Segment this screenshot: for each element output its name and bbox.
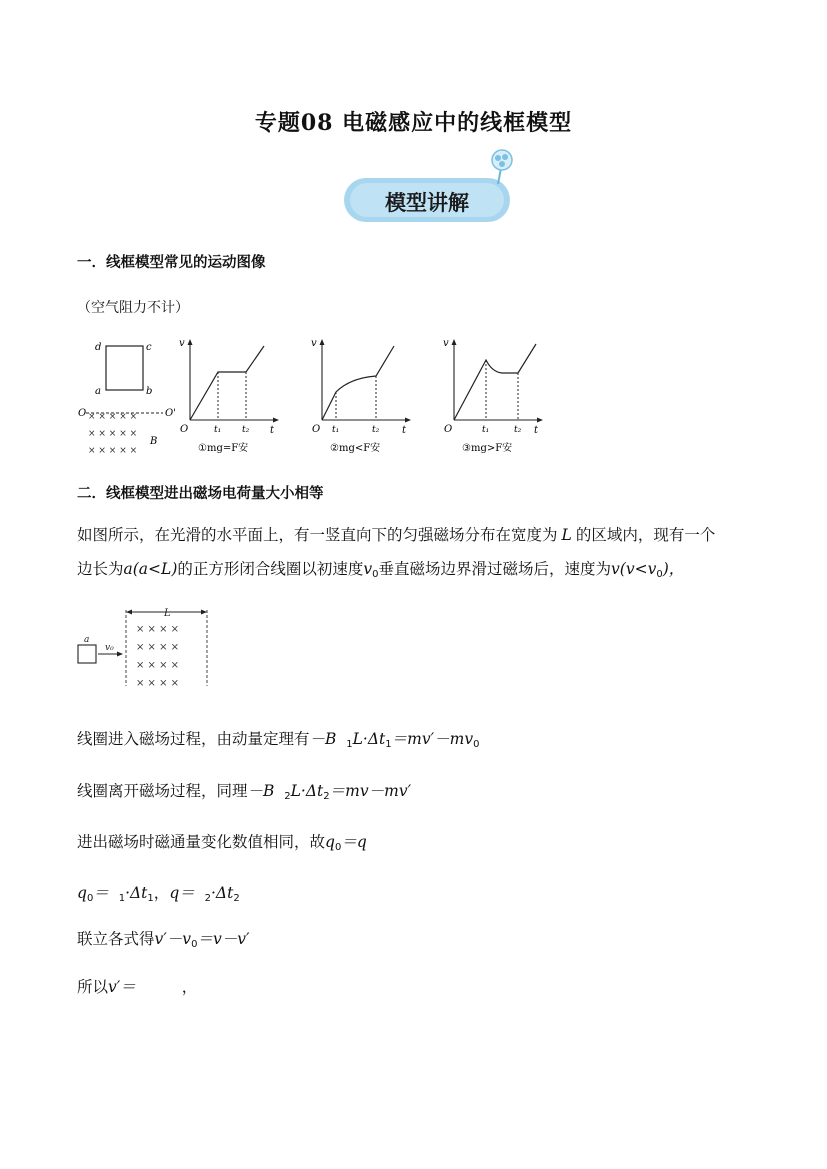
- eq4-dt1: ·Δt: [125, 884, 148, 902]
- eq3-q0: q: [325, 833, 335, 851]
- label-d: d: [95, 342, 102, 353]
- velocity-label: v₀: [105, 643, 114, 653]
- svg-text:× × × ×: × × × ×: [136, 642, 180, 653]
- coil-square: [78, 645, 96, 663]
- p2-text-b: 的正方形闭合线圈以初速度: [177, 560, 364, 578]
- eq4-sub1: 1: [118, 893, 126, 904]
- graph-1-v-label: v: [179, 338, 185, 349]
- eq2-text: 线圈离开磁场过程，同理: [77, 782, 248, 800]
- graph-3-t1: t₁: [482, 425, 490, 435]
- label-b: b: [146, 386, 153, 397]
- eq3-q0-sub: 0: [334, 842, 342, 853]
- graph-2-v-label: v: [311, 338, 317, 349]
- label-O: O: [78, 408, 87, 419]
- graph-2-t-label: t: [402, 425, 407, 436]
- p2-v0: v: [363, 560, 373, 578]
- svg-text:× × × × ×: × × × × ×: [88, 429, 138, 439]
- square-frame-diagram: [78, 342, 176, 456]
- eq1-text: 线圈进入磁场过程，由动量定理有: [77, 730, 310, 748]
- eq4-dt2-sub: 2: [233, 893, 240, 904]
- flower-icon: [484, 146, 518, 186]
- graph-2-origin: O: [312, 424, 321, 435]
- equation-line-4: [77, 881, 240, 904]
- eq5-end: ＝v－v′: [197, 930, 250, 948]
- eq4-sub2: 2: [204, 893, 211, 904]
- p2-v: v(v<v: [611, 560, 657, 578]
- paragraph-line-2: [77, 557, 684, 580]
- p2-text-a: 边长为: [77, 560, 124, 578]
- graph-3-origin: O: [444, 424, 453, 435]
- field-crosses: [88, 412, 137, 456]
- equation-line-2: [77, 779, 411, 802]
- svg-text:× × × × ×: × × × × ×: [88, 412, 138, 422]
- eq5-math: v′－v: [154, 930, 192, 948]
- label-O-prime: O': [165, 408, 176, 419]
- label-c: c: [146, 342, 152, 353]
- p1-text-a: 如图所示，在光滑的水平面上，有一竖直向下的匀强磁场分布在宽度为: [77, 526, 558, 544]
- graph-1-origin: O: [180, 424, 189, 435]
- eq1-sub3: 0: [473, 739, 480, 750]
- section2-heading: 二．线框模型进出磁场电荷量大小相等: [77, 486, 324, 502]
- eq1-rest: L·Δt: [352, 730, 386, 748]
- equation-line-5: [77, 927, 249, 950]
- p1-L: L: [561, 526, 572, 544]
- graph-1-t2: t₂: [242, 425, 250, 435]
- eq2-end: ＝mv－mv′: [329, 782, 412, 800]
- graph-3: [443, 338, 543, 454]
- svg-text:× × × ×: × × × ×: [136, 624, 180, 635]
- square-frame: [106, 346, 143, 390]
- svg-text:× × × ×: × × × ×: [136, 678, 180, 689]
- equation-line-6: [77, 975, 197, 997]
- graph-2: [311, 338, 411, 454]
- eq4-q0: q: [77, 884, 87, 902]
- equation-line-1: [77, 727, 479, 750]
- eq6-end: ，: [181, 978, 198, 996]
- section1-note: （空气阻力不计）: [77, 300, 189, 316]
- graph-3-t-label: t: [534, 425, 539, 436]
- equation-line-3: [77, 830, 367, 853]
- graph-3-v-label: v: [443, 338, 449, 349]
- label-a: a: [95, 386, 101, 397]
- page-title: 专题08 电磁感应中的线框模型: [254, 110, 573, 136]
- eq1-sub1: 1: [346, 739, 353, 750]
- eq4-sep: ，: [153, 884, 170, 902]
- eq1-math: －B: [309, 730, 337, 748]
- graph-3-caption: ③mg>F安: [462, 443, 513, 454]
- eq3-end: ＝q: [341, 833, 367, 851]
- p2-math-a: a(a<L): [123, 560, 178, 578]
- eq5-sub: 0: [191, 939, 198, 950]
- svg-text:× × × × ×: × × × × ×: [88, 446, 138, 456]
- eq2-sub1: 2: [284, 791, 291, 802]
- paragraph-line-1: [77, 523, 715, 545]
- motion-graphs-figure: [74, 336, 554, 458]
- eq1-sub2: 1: [385, 739, 392, 750]
- eq3-text: 进出磁场时磁通量变化数值相同，故: [77, 833, 326, 851]
- p2-end: )，: [662, 560, 685, 578]
- eq4-eq-b: ＝: [179, 884, 195, 902]
- section1-heading: 一．线框模型常见的运动图像: [77, 255, 266, 271]
- coil-side-label: a: [84, 635, 90, 645]
- graph-2-t1: t₁: [332, 425, 340, 435]
- graph-1-caption: ①mg=F安: [198, 443, 249, 454]
- eq6-math: v′＝: [108, 978, 136, 996]
- p2-text-c: 垂直磁场边界滑过磁场后，速度为: [378, 560, 612, 578]
- eq4-dt2: ·Δt: [211, 884, 234, 902]
- graph-1: [179, 338, 279, 454]
- p2-v-sub: 0: [656, 569, 663, 580]
- eq4-q: q: [169, 884, 180, 902]
- eq4-q0-sub: 0: [86, 893, 94, 904]
- svg-text:× × × ×: × × × ×: [136, 660, 180, 671]
- coil-field-figure: [74, 602, 214, 692]
- field-width-label: L: [164, 608, 171, 619]
- section-badge: [344, 178, 510, 222]
- graph-3-t2: t₂: [514, 425, 522, 435]
- p2-v0-sub: 0: [372, 569, 379, 580]
- field-crosses-2: [136, 624, 179, 689]
- graph-2-caption: ②mg<F安: [330, 443, 381, 454]
- graph-1-t1: t₁: [214, 425, 222, 435]
- eq2-sub2: 2: [323, 791, 330, 802]
- badge-label: 模型讲解: [385, 191, 469, 215]
- eq4-dt1-sub: 1: [147, 893, 154, 904]
- eq4-eq-a: ＝: [93, 884, 109, 902]
- eq6-text: 所以: [77, 978, 109, 996]
- eq5-text: 联立各式得: [77, 930, 155, 948]
- eq1-end: ＝mv′－mv: [391, 730, 474, 748]
- p1-text-b: 的区域内，现有一个: [575, 526, 716, 544]
- graph-2-t2: t₂: [372, 425, 380, 435]
- eq2-math: －B: [247, 782, 275, 800]
- eq2-rest: L·Δt: [290, 782, 324, 800]
- graph-1-t-label: t: [270, 425, 275, 436]
- label-B: B: [150, 436, 158, 447]
